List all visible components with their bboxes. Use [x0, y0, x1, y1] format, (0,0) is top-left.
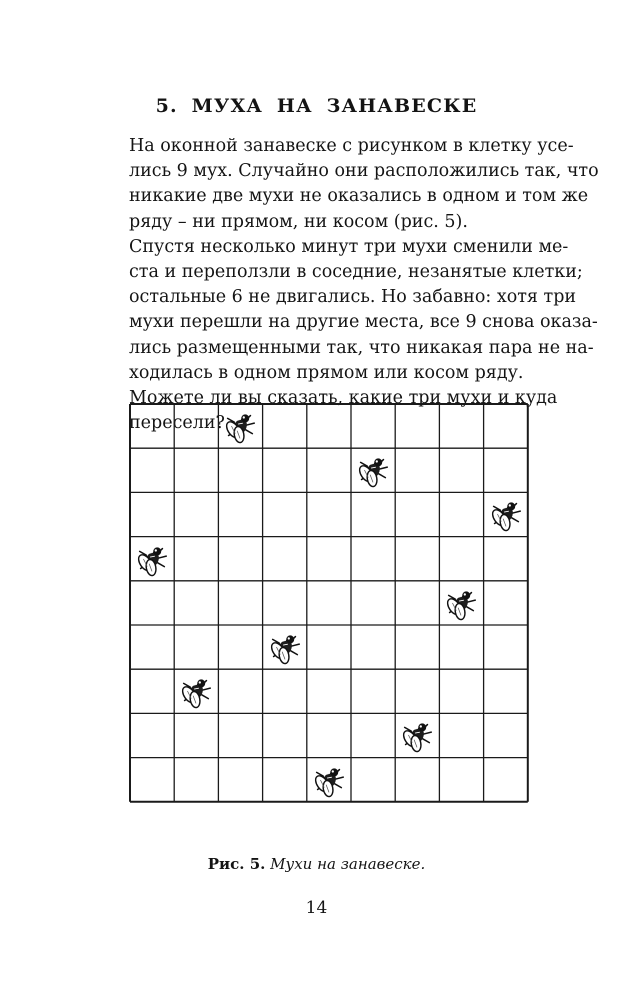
text-line: остальные 6 не двигались. Но забавно: хотя три [129, 287, 577, 308]
fly-icon [266, 628, 304, 670]
text-line: ста и переползли в соседние, незанятые клетки; [129, 262, 583, 283]
text-line: пересели? [129, 413, 225, 434]
caption-label: Рис. 5. [207, 855, 266, 873]
text-line: никакие две мухи не оказались в одном и том же [129, 186, 589, 207]
fly-cell [442, 584, 480, 622]
text-line: мухи перешли на другие места, все 9 снова оказа- [129, 312, 598, 333]
fly-icon [354, 451, 392, 493]
fly-icon [442, 584, 480, 626]
fly-cell [487, 495, 525, 533]
text-line: Спустя несколько минут три мухи сменили ме- [129, 236, 569, 257]
fly-cell [221, 407, 259, 445]
text-line: Можете ли вы сказать, какие три мухи и куда [129, 388, 558, 409]
figure-caption [0, 855, 633, 873]
text-line: лись 9 мух. Случайно они расположились так, что [129, 161, 599, 182]
fly-icon [310, 761, 348, 803]
fly-cell [177, 672, 215, 710]
fly-cell [266, 628, 304, 666]
fly-cell [310, 761, 348, 799]
fly-cell [133, 540, 171, 578]
paragraph-2 [105, 235, 598, 386]
caption-text: Мухи на занавеске. [270, 855, 426, 873]
curtain-grid [130, 404, 528, 802]
fly-cell [354, 451, 392, 489]
fly-cell [398, 716, 436, 754]
paragraph-1 [105, 134, 599, 235]
chapter-title: 5. МУХА НА ЗАНАВЕСКЕ [155, 95, 478, 117]
problem-text [105, 134, 599, 436]
fly-icon [133, 540, 171, 582]
fly-icon [221, 407, 259, 449]
page-number: 14 [305, 898, 328, 918]
text-line: ходилась в одном прямом или косом ряду. [129, 362, 524, 383]
text-line: лись размещенными так, что никакая пара не на- [129, 337, 594, 358]
fly-icon [487, 495, 525, 537]
fly-icon [398, 716, 436, 758]
text-line: На оконной занавеске с рисунком в клетку усе- [129, 136, 574, 156]
fly-icon [177, 672, 215, 714]
text-line: ряду – ни прямом, ни косом (рис. 5). [129, 211, 468, 232]
